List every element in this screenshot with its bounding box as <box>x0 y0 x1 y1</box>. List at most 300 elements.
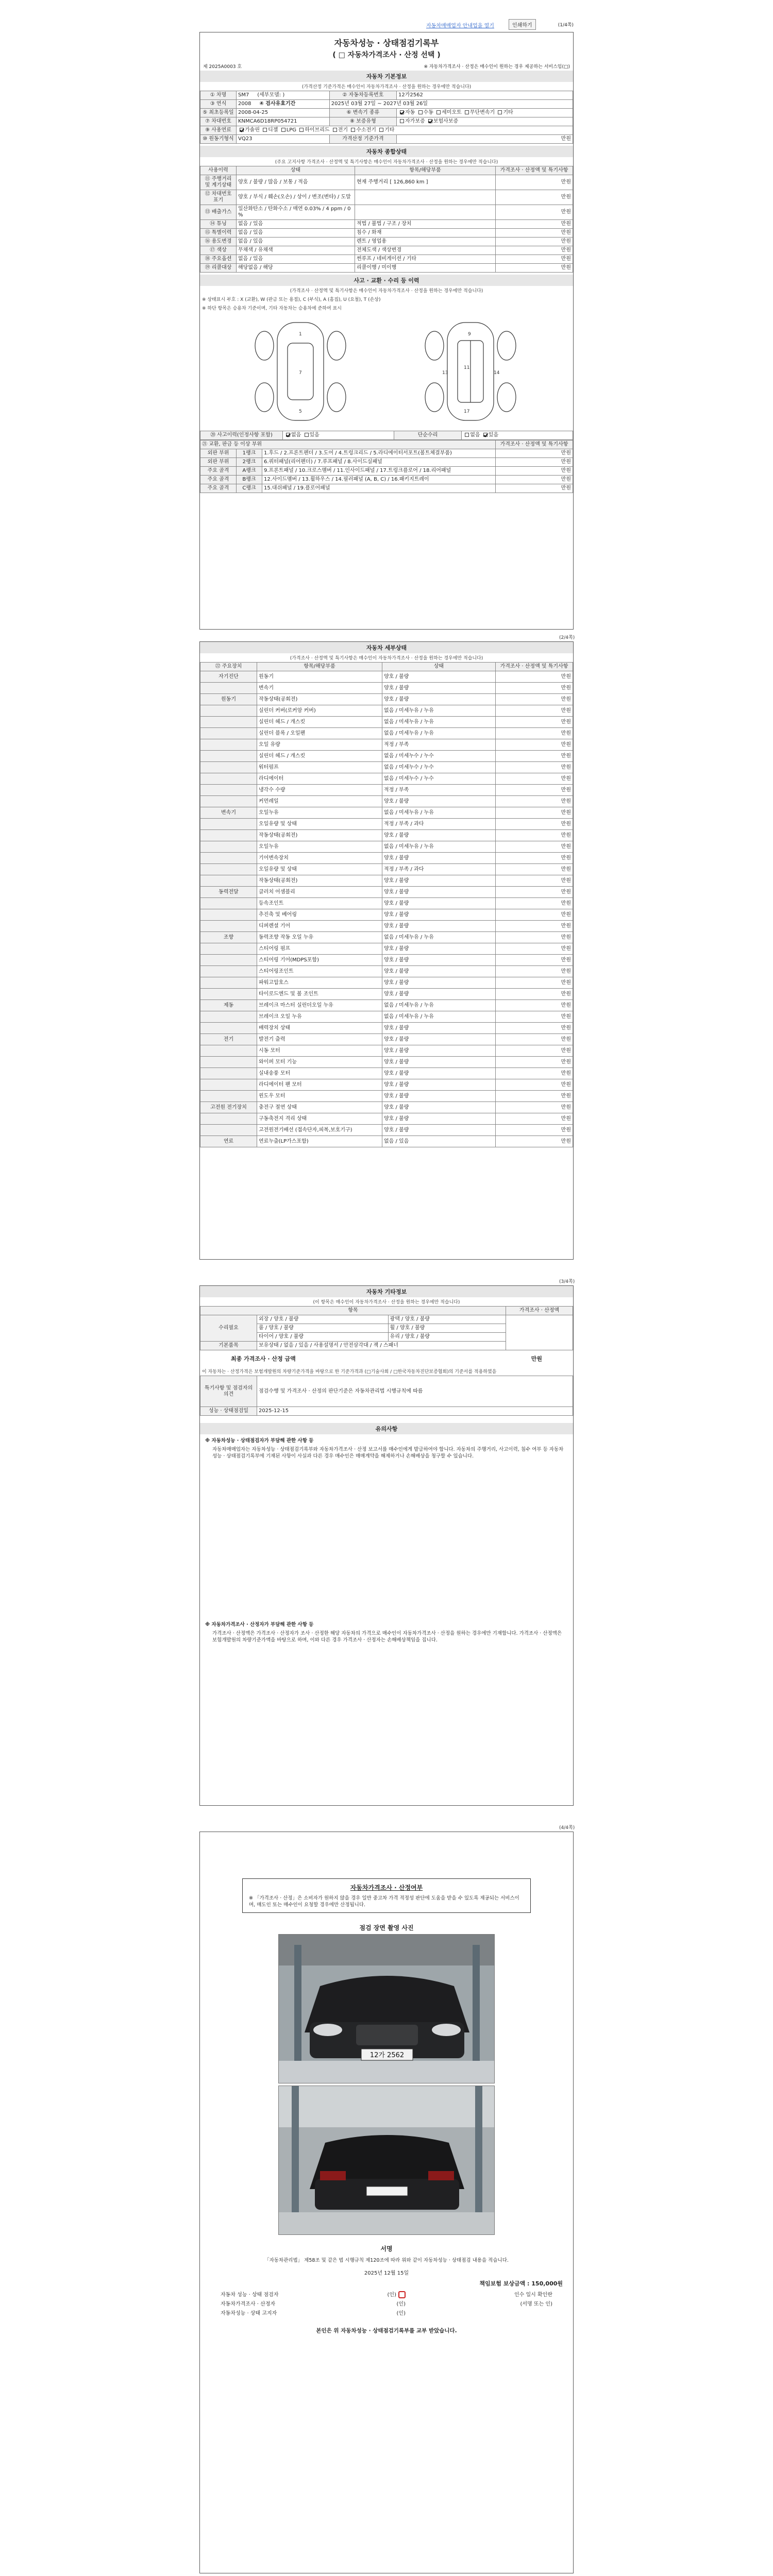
checkbox-icon[interactable] <box>498 110 502 114</box>
general-cell-state: 없음 / 있음 <box>237 220 355 229</box>
general-row <box>200 238 573 246</box>
general-cell-detail: 침수 / 화재 <box>355 229 496 238</box>
checkbox-icon[interactable] <box>436 110 441 114</box>
trim-value: (세부모델: ) <box>257 92 285 98</box>
detail-row <box>200 1136 573 1147</box>
detail-cell: 라디에이터 <box>257 773 382 785</box>
detail-cell: 적정 / 부족 <box>382 739 496 751</box>
detail-row <box>200 909 573 921</box>
detail-cell: 전기 <box>200 1034 257 1045</box>
general-cell-unit: 만원 <box>496 190 573 205</box>
general-cell-label: ⑰ 색상 <box>200 246 237 255</box>
detail-cell: 양호 / 불량 <box>382 1068 496 1079</box>
other-item: 룸 / 양호 / 불량 <box>257 1324 389 1333</box>
detail-cell: 양호 / 불량 <box>382 909 496 921</box>
page-3 <box>199 1285 574 1806</box>
parts-group: 주요 골격 <box>200 476 237 484</box>
detail-row <box>200 1079 573 1091</box>
detail-unit: 만원 <box>496 671 573 683</box>
checkbox-icon[interactable] <box>281 128 285 132</box>
detail-cell: 양호 / 불량 <box>382 796 496 807</box>
reg-no-label: ② 자동차등록번호 <box>329 91 396 100</box>
parts-row <box>200 449 573 458</box>
car-diagram <box>200 312 573 431</box>
detail-cell: 양호 / 불량 <box>382 853 496 864</box>
general-row <box>200 175 573 190</box>
detail-cell: 없음 / 미세누유 / 누유 <box>382 807 496 819</box>
detail-cell <box>200 977 257 989</box>
guarantee-label: ⑧ 보증유형 <box>329 117 396 126</box>
checkbox-icon[interactable] <box>286 433 290 437</box>
general-cell-state: 양호 / 부식 / 훼손(오손) / 상이 / 변조(변타) / 도말 <box>237 190 355 205</box>
detail-row <box>200 773 573 785</box>
detail-row <box>200 921 573 932</box>
parts-rank: A랭크 <box>237 467 262 476</box>
page-number-4: (4/4쪽) <box>559 1825 575 1831</box>
final-price-label: 최종 가격조사 · 산정 금액 <box>231 1355 296 1362</box>
detail-cell <box>200 1011 257 1023</box>
detail-row <box>200 728 573 739</box>
detail-cell: 오일누유 <box>257 841 382 853</box>
first-reg: 2008-04-25 <box>237 109 330 117</box>
checkbox-icon[interactable] <box>379 128 383 132</box>
parts-group: 주요 골격 <box>200 467 237 476</box>
accident-note-sub: (가격조사 · 산정액 및 특기사항은 매수인이 자동차가격조사 · 산정을 원하는 경우에만 적습니다) <box>290 289 483 294</box>
page-4 <box>199 1832 574 2573</box>
detail-unit: 만원 <box>496 887 573 898</box>
detail-unit: 만원 <box>496 943 573 955</box>
parts-items: 1.후드 / 2.프론트펜더 / 3.도어 / 4.트렁크리드 / 5.라디에이터서포트(볼트체결부품) <box>262 449 496 458</box>
parts-row <box>200 458 573 467</box>
detail-unit: 만원 <box>496 1045 573 1057</box>
checkbox-icon[interactable] <box>240 128 244 132</box>
svg-text:11: 11 <box>464 365 470 370</box>
other-item: 유리 / 양호 / 불량 <box>388 1333 506 1342</box>
detail-unit: 만원 <box>496 728 573 739</box>
detail-row <box>200 1034 573 1045</box>
detail-row <box>200 887 573 898</box>
first-reg-label: ⑤ 최초등록일 <box>200 109 237 117</box>
detail-unit: 만원 <box>496 853 573 864</box>
detail-row <box>200 1102 573 1113</box>
detail-note: (가격조사 · 산정액 및 특기사항은 매수인이 자동차가격조사 · 산정을 원하는 경우에만 적습니다) <box>290 656 483 661</box>
detail-cell: 양호 / 불량 <box>382 989 496 1000</box>
detail-cell: 타이로드엔드 및 볼 조인트 <box>257 989 382 1000</box>
detail-cell: 없음 / 미세누유 / 누유 <box>382 932 496 943</box>
detail-cell <box>200 853 257 864</box>
general-cell-unit: 만원 <box>496 205 573 220</box>
detail-cell <box>200 751 257 762</box>
detail-unit: 만원 <box>496 1102 573 1113</box>
detail-cell: 오일누유 <box>257 807 382 819</box>
general-note: (주요 고지사항 가격조사 · 산정액 및 특기사항은 매수인이 자동차가격조사 · 산정을 원하는 경우에만 적습니다) <box>275 160 498 165</box>
detail-cell: 실린더 헤드 / 개스킷 <box>257 717 382 728</box>
detail-cell <box>200 1079 257 1091</box>
detail-cell: 변속기 <box>200 807 257 819</box>
detail-cell: 워터펌프 <box>257 762 382 773</box>
car-name-label: ① 차명 <box>200 91 237 100</box>
detail-row <box>200 989 573 1000</box>
checkbox-icon[interactable] <box>483 433 488 437</box>
basic-table <box>200 91 573 144</box>
parts-unit: 만원 <box>496 449 573 458</box>
fuel-options <box>237 126 573 135</box>
general-cell-label: ⑯ 용도변경 <box>200 238 237 246</box>
car-name-value: SM7 <box>238 92 249 98</box>
detail-cell: 디퍼렌셜 기어 <box>257 921 382 932</box>
detail-cell: 실린더 커버(로커암 커버) <box>257 705 382 717</box>
general-cell-detail: 리콜이행 / 미이행 <box>355 264 496 273</box>
general-cell-state: 없음 / 있음 <box>237 255 355 264</box>
detail-cell: 양호 / 불량 <box>382 966 496 977</box>
reg-no: 12가2562 <box>397 91 573 100</box>
fuel-opt: 하이브리드 <box>305 127 330 133</box>
general-cell-label: ⑲ 리콜대상 <box>200 264 237 273</box>
notice-p1: 자동차매매업자는 자동차성능 · 상태점검기록부와 자동차가격조사 · 산정 보고서를 매수인에게 발급하여야 합니다. 자동차의 주행거리, 사고이력, 침수 여부 등 자동차성능 · 상태점검기록부에 기재된 사항이 사실과 다른 경우 매수인은 매매계약을 해제하거나 손해배상을 청구할 수 있습니다. <box>212 1447 564 1459</box>
svg-text:13: 13 <box>442 370 448 376</box>
repair-opt: 없음 <box>470 432 480 438</box>
detail-cell: 충전구 절연 상태 <box>257 1102 382 1113</box>
detail-unit: 만원 <box>496 807 573 819</box>
detail-cell: 원동기 <box>257 671 382 683</box>
detail-row <box>200 762 573 773</box>
detail-cell: 양호 / 불량 <box>382 977 496 989</box>
detail-unit: 만원 <box>496 977 573 989</box>
general-cell-state: 없음 / 있음 <box>237 238 355 246</box>
plate-text: 12가 2562 <box>369 2052 405 2059</box>
detail-row <box>200 705 573 717</box>
parts-rank: 1랭크 <box>237 449 262 458</box>
general-cell-detail: 렌트 / 영업용 <box>355 238 496 246</box>
general-cell-detail: 현재 주행거리 [ 126,860 km ] <box>355 175 496 190</box>
sign-seal-2: (인) <box>396 2301 406 2307</box>
basic-items: 보유상태 / 없음 / 있음 / 사용설명서 / 안전삼각대 / 잭 / 스패너 <box>257 1342 506 1350</box>
checkbox-icon[interactable] <box>465 433 469 437</box>
detail-unit: 만원 <box>496 683 573 694</box>
repair-needed-label: 수리필요 <box>200 1315 257 1342</box>
detail-h2: 항목/해당부품 <box>257 663 382 671</box>
accident-label: ⑳ 사고이력(인정사항 포함) <box>200 431 283 440</box>
detail-cell: 오일유량 및 상태 <box>257 864 382 875</box>
detail-cell: 양호 / 불량 <box>382 921 496 932</box>
detail-cell: 와이퍼 모터 기능 <box>257 1057 382 1068</box>
detail-cell: 냉각수 수량 <box>257 785 382 796</box>
detail-cell: 배력장치 상태 <box>257 1023 382 1034</box>
detail-unit: 만원 <box>496 705 573 717</box>
parts-group: 외판 부위 <box>200 449 237 458</box>
general-cell-state: 무채색 / 유채색 <box>237 246 355 255</box>
detail-unit: 만원 <box>496 819 573 830</box>
detail-row <box>200 819 573 830</box>
page-1 <box>199 32 574 630</box>
detail-unit: 만원 <box>496 1091 573 1102</box>
detail-unit: 만원 <box>496 1011 573 1023</box>
inspect-date-label: 성능 · 상태점검일 <box>200 1407 257 1416</box>
detail-cell <box>200 1091 257 1102</box>
detail-unit: 만원 <box>496 694 573 705</box>
detail-cell <box>200 773 257 785</box>
parts-items: 12.사이드멤버 / 13.휠하우스 / 14.필러패널 (A, B, C) / 16.패키지트레이 <box>262 476 496 484</box>
detail-cell: 없음 / 미세누유 / 누유 <box>382 1000 496 1011</box>
detail-unit: 만원 <box>496 1068 573 1079</box>
detail-table <box>200 662 573 1147</box>
detail-cell: 제동 <box>200 1000 257 1011</box>
top-bar <box>199 19 574 30</box>
footer-text: 본인은 위 자동차성능 · 상태점검기록부를 교부 받았습니다. <box>316 2328 457 2334</box>
vin: KNMCA6D18RP054721 <box>237 117 330 126</box>
detail-cell: 조향 <box>200 932 257 943</box>
detail-row <box>200 1113 573 1125</box>
sign-seal-1: (인) <box>387 2292 396 2298</box>
detail-cell: 작동상태(공회전) <box>257 875 382 887</box>
inspect-date: 2025-12-15 <box>257 1407 573 1416</box>
trans-opt: 기타 <box>503 110 513 115</box>
consent-title: 자동차가격조사 · 산정여부 <box>350 1884 423 1891</box>
general-cell-detail: 전체도색 / 색상변경 <box>355 246 496 255</box>
detail-cell: 스티어링조인트 <box>257 966 382 977</box>
detail-cell <box>200 728 257 739</box>
parts-group: 외판 부위 <box>200 458 237 467</box>
detail-row <box>200 932 573 943</box>
detail-cell <box>200 989 257 1000</box>
general-row <box>200 190 573 205</box>
detail-cell: 작동상태(공회전) <box>257 694 382 705</box>
detail-h4: 가격조사 · 산정액 및 특기사항 <box>496 663 573 671</box>
parts-rank: 2랭크 <box>237 458 262 467</box>
detail-unit: 만원 <box>496 751 573 762</box>
detail-cell <box>200 898 257 909</box>
checkbox-icon[interactable] <box>299 128 304 132</box>
year <box>237 100 330 109</box>
signer-notifier: 자동차성능 · 상태 고지자 <box>221 2311 277 2316</box>
trans-opt: 자동 <box>405 110 415 115</box>
general-section-title: 자동차 종합상태 <box>200 146 573 157</box>
detail-row <box>200 694 573 705</box>
detail-cell <box>200 683 257 694</box>
detail-section-title: 자동차 세부상태 <box>200 642 573 653</box>
doc-notice: ※ 자동차가격조사 · 산정은 매수인이 원하는 경우 제공하는 서비스임(□) <box>424 64 570 70</box>
accident-note: ※ 상태표시 부호 : X (교환), W (판금 또는 용접), C (부식), A (흠집), U (요철), T (손상) <box>202 297 381 302</box>
detail-unit: 만원 <box>496 966 573 977</box>
checkbox-icon[interactable] <box>428 119 432 123</box>
detail-cell: 양호 / 불량 <box>382 1079 496 1091</box>
detail-row <box>200 875 573 887</box>
other-item: 휠 / 양호 / 불량 <box>388 1324 506 1333</box>
parts-unit: 만원 <box>496 458 573 467</box>
other-section-title: 자동차 기타정보 <box>200 1286 573 1297</box>
detail-row <box>200 1091 573 1102</box>
parts-row <box>200 467 573 476</box>
detail-row <box>200 739 573 751</box>
parts-unit: 만원 <box>496 467 573 476</box>
detail-cell: 양호 / 불량 <box>382 1023 496 1034</box>
detail-unit: 만원 <box>496 932 573 943</box>
guide-link[interactable]: 자동차매매업자 안내업을 열기 <box>426 23 494 29</box>
general-cell-detail <box>355 190 496 205</box>
guarantee-opt: 자가보증 <box>405 118 425 124</box>
detail-cell: 없음 / 미세누수 / 누수 <box>382 762 496 773</box>
detail-cell <box>200 909 257 921</box>
detail-row <box>200 1057 573 1068</box>
doc-subtitle: ( □ 자동차가격조사 · 산정 선택 ) <box>332 51 441 59</box>
detail-unit: 만원 <box>496 717 573 728</box>
photo-title: 점검 장면 촬영 사진 <box>359 1924 414 1931</box>
general-table <box>200 166 573 273</box>
general-cell-unit: 만원 <box>496 264 573 273</box>
detail-cell <box>200 1068 257 1079</box>
parts-label: ㉑ 교환, 판금 등 이상 부위 <box>200 440 496 449</box>
checkbox-icon[interactable] <box>333 128 337 132</box>
signer-inspector: 자동차 성능 · 상태 점검자 <box>221 2292 279 2298</box>
detail-cell: 양호 / 불량 <box>382 1125 496 1136</box>
period-label: ④ 검사유효기간 <box>259 101 296 107</box>
detail-cell: 양호 / 불량 <box>382 1034 496 1045</box>
trans-opt: 수동 <box>423 110 433 115</box>
detail-cell: 자기진단 <box>200 671 257 683</box>
detail-unit: 만원 <box>496 830 573 841</box>
trans-opt: 세미오토 <box>442 110 462 115</box>
general-row <box>200 255 573 264</box>
detail-cell: 실내송풍 모터 <box>257 1068 382 1079</box>
appraiser-note: 이 자동차는 · 산정가격은 보험개발원의 차량기준가격을 바탕으로 한 기준가격과 (□기술사회 / □한국자동차진단보증협회)의 기준서를 적용하였음 <box>202 1369 497 1375</box>
fuel-opt: LPG <box>286 127 297 133</box>
car-name <box>237 91 330 100</box>
checkbox-icon[interactable] <box>263 128 267 132</box>
parts-col: 가격조사 · 산정액 및 특기사항 <box>496 440 573 449</box>
detail-cell <box>200 717 257 728</box>
detail-cell: 양호 / 불량 <box>382 1113 496 1125</box>
basic-note: (가격산정 기준가격은 매수인이 자동차가격조사 · 산정을 원하는 경우에만 적습니다) <box>301 84 472 90</box>
detail-cell: 스티어링 기어(MDPS포함) <box>257 955 382 966</box>
parts-rank: C랭크 <box>237 484 262 493</box>
other-table <box>200 1306 573 1350</box>
parts-items: 6.쿼터패널(리어펜더) / 7.루프패널 / 8.사이드실패널 <box>262 458 496 467</box>
detail-unit: 만원 <box>496 785 573 796</box>
general-col2: 상태 <box>237 166 355 175</box>
checkbox-icon[interactable] <box>418 110 423 114</box>
checkbox-icon[interactable] <box>465 110 469 114</box>
detail-cell: 양호 / 불량 <box>382 887 496 898</box>
svg-text:7: 7 <box>299 370 302 376</box>
period: 2025년 03월 27일 ~ 2027년 03월 26일 <box>329 100 573 109</box>
detail-unit: 만원 <box>496 1113 573 1125</box>
general-cell-unit: 만원 <box>496 220 573 229</box>
checkbox-icon[interactable] <box>400 119 404 123</box>
photo-rear <box>278 2086 495 2235</box>
year-value: 2008 <box>238 101 251 107</box>
general-cell-state: 없음 / 있음 <box>237 229 355 238</box>
other-item: 타이어 / 양호 / 불량 <box>257 1333 389 1342</box>
car-front-photo <box>279 1935 495 2083</box>
detail-unit: 만원 <box>496 1034 573 1045</box>
general-cell-unit: 만원 <box>496 175 573 190</box>
accident-table <box>200 431 573 440</box>
detail-cell: 양호 / 불량 <box>382 943 496 955</box>
detail-cell: 양호 / 불량 <box>382 955 496 966</box>
page-number-3: (3/4쪽) <box>559 1279 575 1284</box>
detail-unit: 만원 <box>496 955 573 966</box>
detail-cell: 구동축전지 격리 상태 <box>257 1113 382 1125</box>
signer-appraiser: 자동차가격조사 · 산정자 <box>221 2301 276 2307</box>
accident-opt: 없음 <box>291 432 301 438</box>
checkbox-icon[interactable] <box>305 433 309 437</box>
detail-cell: 없음 / 미세누유 / 누유 <box>382 841 496 853</box>
detail-cell: 스티어링 펌프 <box>257 943 382 955</box>
detail-cell: 없음 / 미세누수 / 누수 <box>382 773 496 785</box>
detail-unit: 만원 <box>496 864 573 875</box>
detail-row <box>200 977 573 989</box>
general-row <box>200 220 573 229</box>
general-cell-detail: 썬루프 / 네비게이션 / 기타 <box>355 255 496 264</box>
insurance-amount: 책임보험 보상금액 : 150,000원 <box>479 2280 563 2287</box>
doc-number: 제 2025A0003 호 <box>203 64 242 70</box>
car-rear-photo <box>279 2086 495 2235</box>
parts-unit: 만원 <box>496 476 573 484</box>
fuel-opt: 수소전기 <box>356 127 376 133</box>
detail-cell <box>200 762 257 773</box>
general-col4: 가격조사 · 산정액 및 특기사항 <box>496 166 573 175</box>
detail-row <box>200 841 573 853</box>
detail-cell: 윈도우 모터 <box>257 1091 382 1102</box>
detail-unit: 만원 <box>496 1125 573 1136</box>
doc-title: 자동차성능 · 상태점검기록부 <box>334 38 439 48</box>
detail-cell: 양호 / 불량 <box>382 1102 496 1113</box>
svg-text:5: 5 <box>299 409 302 414</box>
detail-cell: 양호 / 불량 <box>382 683 496 694</box>
print-button[interactable]: 인쇄하기 <box>509 19 536 30</box>
detail-cell: 오일유량 및 상태 <box>257 819 382 830</box>
detail-cell <box>200 955 257 966</box>
detail-cell: 양호 / 불량 <box>382 1045 496 1057</box>
detail-cell <box>200 921 257 932</box>
detail-row <box>200 1125 573 1136</box>
vin-label: ⑦ 차대번호 <box>200 117 237 126</box>
detail-cell: 브레이크 오일 누유 <box>257 1011 382 1023</box>
receive-sign: (서명 또는 인) <box>520 2301 552 2307</box>
detail-cell <box>200 966 257 977</box>
detail-cell <box>200 864 257 875</box>
detail-cell: 없음 / 있음 <box>382 1136 496 1147</box>
detail-cell: 양호 / 불량 <box>382 875 496 887</box>
detail-unit: 만원 <box>496 796 573 807</box>
detail-row <box>200 785 573 796</box>
checkbox-icon[interactable] <box>351 128 355 132</box>
detail-unit: 만원 <box>496 1000 573 1011</box>
detail-row <box>200 853 573 864</box>
detail-unit: 만원 <box>496 1079 573 1091</box>
trans-label: ⑥ 변속기 종류 <box>329 109 396 117</box>
detail-cell: 없음 / 미세누유 / 누유 <box>382 705 496 717</box>
detail-cell: 없음 / 미세누유 / 누유 <box>382 1011 496 1023</box>
detail-unit: 만원 <box>496 875 573 887</box>
checkbox-icon[interactable] <box>400 110 404 114</box>
detail-row <box>200 955 573 966</box>
detail-cell: 발전기 출력 <box>257 1034 382 1045</box>
accident-options <box>283 431 394 440</box>
price-label: 가격산정 기준가격 <box>329 135 396 144</box>
detail-cell <box>200 875 257 887</box>
accident-section-title: 사고 · 교환 · 수리 등 이력 <box>200 275 573 286</box>
detail-cell: 원동기 <box>200 694 257 705</box>
seal-stamp-icon <box>398 2291 406 2298</box>
detail-row <box>200 1045 573 1057</box>
guarantee-options <box>397 117 573 126</box>
detail-cell <box>200 796 257 807</box>
parts-items: 15.대쉬패널 / 19.플로어패널 <box>262 484 496 493</box>
general-cell-label: ⑱ 주요옵션 <box>200 255 237 264</box>
receive-label: 인수 일시 확인란 <box>514 2292 552 2298</box>
other-note: (이 항목은 매수인이 자동차가격조사 · 산정을 원하는 경우에만 적습니다) <box>313 1300 460 1305</box>
